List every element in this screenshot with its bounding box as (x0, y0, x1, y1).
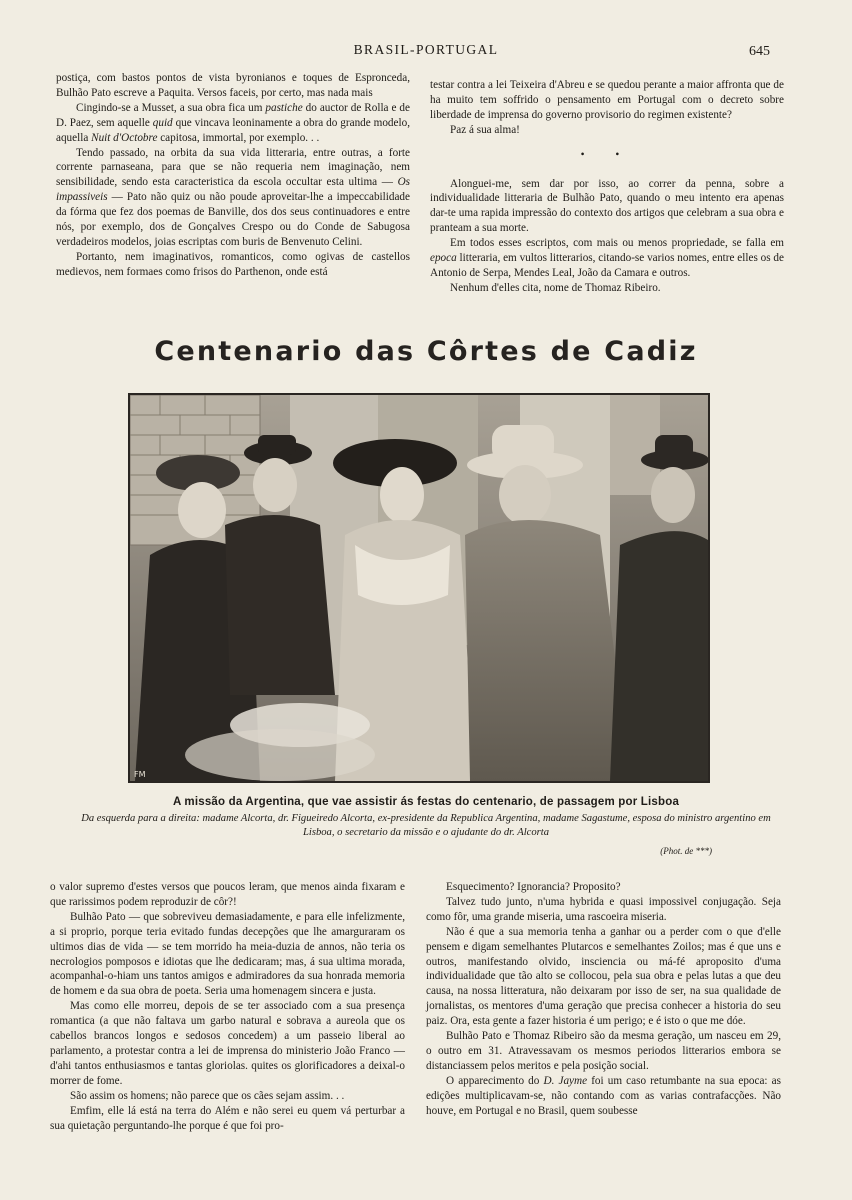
paragraph: Portanto, nem imaginativos, romanticos, como ogivas de castellos medievos, nem formaes como frisos do Parthenon, onde está (56, 250, 410, 278)
paragraph: São assim os homens; não parece que os cães sejam assim. . . (70, 1089, 345, 1102)
paragraph: Nenhum d'elles cita, nome de Thomaz Ribeiro. (450, 281, 661, 294)
group-photograph (128, 393, 710, 783)
photo-caption-text: Da esquerda para a direita: madame Alcorta, dr. Figueiredo Alcorta, ex-presidente da Republica Argentina, madame Sagastume, esposa do ministro argentino em Lisboa, o secretario da missão e o ajudante do dr. Alcorta (81, 813, 771, 838)
photo-caption-title: A missão da Argentina, que vae assistir ás festas do centenario, de passagem por Lisboa (172, 796, 680, 808)
running-title: BRASIL-PORTUGAL (353, 42, 499, 57)
bottom-right-column (426, 880, 781, 1119)
paragraph: Em todos esses escriptos, com mais ou menos propriedade, se falla em epoca litteraria, em vultos litterarios, citando-se varios nomes, entre elles os de Antonio de Serpa, Mendes Leal, João da Camara e outros. (430, 237, 784, 279)
photo-monogram: FM (134, 770, 146, 779)
photograph-illustration (130, 395, 708, 781)
paragraph: Bulhão Pato — que sobreviveu demasiadamente, e para elle infelizmente, a si proprio, porque teria evitado fundas decepções que lhe amarguraram os ultimos dias de vida — se tem morrido ha meia-duzia de annos, não teria os necrologios pomposos e idiotas que lhe dedicaram; mas, á sua ultima morada, acompanhal-o-hiam uns tantos amigos e admiradores da sua honrada memoria de homem e da sua obra de poeta. Seria uma homenagem sincera e justa. (50, 910, 405, 998)
paragraph: o valor supremo d'estes versos que poucos leram, que menos ainda fixaram e que rarissimos podem reproduzir de côr?! (50, 881, 405, 908)
paragraph: Bulhão Pato e Thomaz Ribeiro são da mesma geração, um nasceu em 29, o outro em 31. Atravessavam os mesmos periodos litterarios embora se distanciassem pelos meritos e pela posição social. (426, 1030, 781, 1072)
paragraph: Alonguei-me, sem dar por isso, ao correr da penna, sobre a individualidade litteraria de Bulhão Pato, quando o meu intento era apenas dar-te uma rapida impressão do contexto dos artigos que celebram a sua obra e pranteam a sua morte. (430, 177, 784, 235)
paragraph: testar contra a lei Teixeira d'Abreu e se quedou perante a maior affronta que de ha muito tem soffrido o pensamento em Portugal com o decreto sobre liberdade de imprensa do governo provisorio do regimen existente? (430, 79, 784, 121)
paragraph: Tendo passado, na orbita da sua vida litteraria, entre outras, a forte corrente parnaseana, para que se não requeria nem imaginação, nem sensibilidade, sendo esta caracteristica da escola occultar esta ultima — Os impassiveis — Pato não quiz ou não poude aproveitar-lhe a impeccabilidade da fórma que fez dos poemas de Banville, dos dos seus continuadores e entre nós, por exemplo, dos de Gonçalves Crespo ou do Conde de Sabugosa verdadeiros modelos, joias escriptas com buris de Benvenuto Celini. (56, 146, 410, 248)
paragraph: Mas como elle morreu, depois de se ter associado com a sua presença romantica (a que não faltava um garbo natural e sobrava a aureola que os cabellos brancos longos e sedosos concedem) a um passeio liberal ao parlamento, a protestar contra a lei de imprensa do ministerio João Franco — d'ahi tantos enthusiasmos e tantas gloriolas. quites os glorificadores a deixal-o morrer de fome. (50, 1000, 405, 1087)
section-title: Centenario das Côrtes de Cadiz (154, 336, 698, 367)
top-right-column (430, 78, 784, 296)
bottom-left-column (50, 880, 405, 1133)
paragraph: Emfim, elle lá está na terra do Além e não serei eu quem vá perturbar a sua quietação perguntando-lhe porque é que foi pro- (50, 1104, 405, 1132)
paragraph: Cingindo-se a Musset, a sua obra fica um pastiche do auctor de Rolla e de D. Paez, sem aquelle quid que vincava leoninamente a obra do grande modelo, aquella Nuit d'Octobre capitosa, immortal, por exemplo. . . (56, 101, 410, 144)
paragraph: Não é que a sua memoria tenha a ganhar ou a perder com o que d'elle pensem e digam semelhantes Plutarcos e semelhantes Zoilos; mas é que uns e outros, manifestando olvido, insciencia ou má-fé aproposito d'uma individualidade que tão alto se collocou, pela sua obra e pelas lutas a que deu causa, na nossa litteratura, não deixaram por isso de ser, na sua qualidade de jornalistas, os mentores d'uma geração que precisa conhecer a historia do seu paiz. Ora, esta gente a fazer historia é um perigo; e é isto o que me dóe. (426, 925, 781, 1028)
section-separator: • • (580, 148, 634, 161)
paragraph: Esquecimento? Ignorancia? Proposito? (446, 881, 621, 893)
photo-credit: (Phot. de ***) (660, 846, 712, 856)
top-left-column (56, 71, 410, 280)
paragraph: O apparecimento do D. Jayme foi um caso retumbante na sua epoca: as edições multiplicavam-se, não contando com as varias contrafacções. Não houve, em Portugal e no Brasil, quem soubesse (426, 1074, 781, 1117)
paragraph: postiça, com bastos pontos de vista byronianos e toques de Espronceda, Bulhão Pato escreve a Paquita. Versos faceis, por certo, mas nada mais (56, 72, 410, 99)
paragraph: Talvez tudo junto, n'uma hybrida e quasi impossivel conjugação. Seja como fôr, uma grande miseria, uma rascoeira miseria. (426, 895, 781, 923)
page-number: 645 (749, 44, 770, 59)
paragraph: Paz á sua alma! (450, 123, 520, 136)
running-header (0, 42, 852, 62)
